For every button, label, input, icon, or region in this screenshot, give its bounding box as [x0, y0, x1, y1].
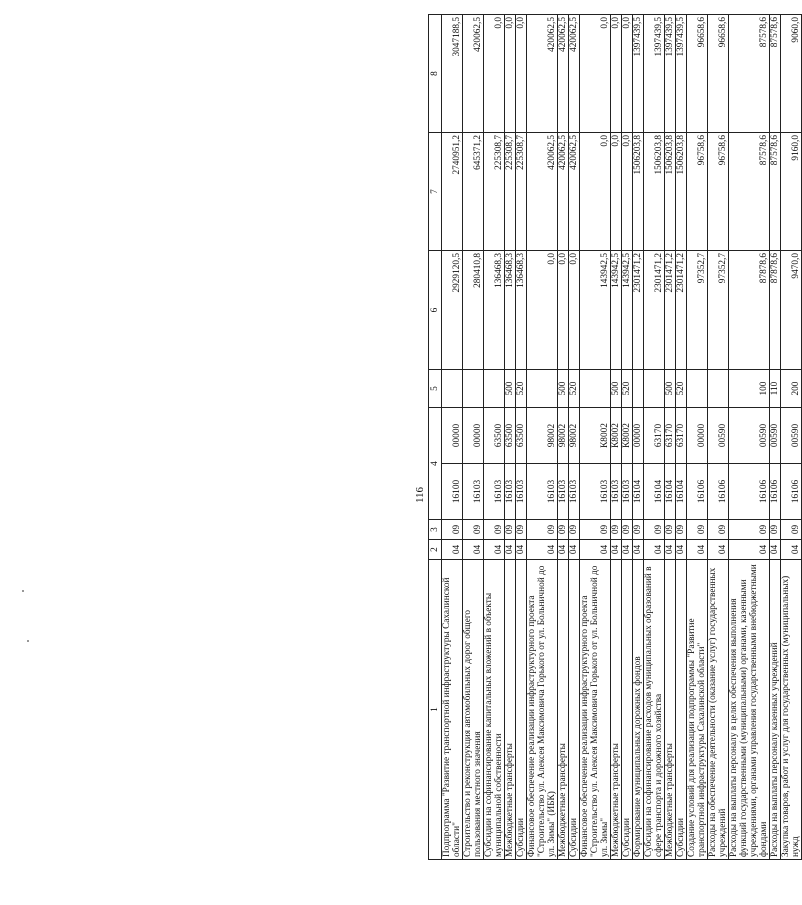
- cell-code: 04: [442, 540, 463, 560]
- cell-program: 16104: [644, 464, 665, 520]
- header-cell: 1: [429, 560, 442, 860]
- cell-value-7: 225308,7: [516, 133, 527, 251]
- scan-speck: [22, 590, 24, 592]
- table-row: [644, 15, 665, 860]
- cell-program: 16103: [611, 464, 622, 520]
- cell-subcode: 09: [781, 520, 802, 540]
- cell-value-8: 1397439,5: [633, 15, 644, 133]
- cell-program: 16103: [527, 464, 558, 520]
- cell-value-6: 2301471,2: [633, 251, 644, 370]
- cell-direction: К8002: [622, 408, 633, 464]
- cell-value-6: 136468,3: [516, 251, 527, 370]
- cell-name: Закупка товаров, работ и услуг для государственных (муниципальных) нужд: [781, 560, 802, 860]
- cell-value-8: 0,0: [484, 15, 505, 133]
- cell-value-8: 0,0: [611, 15, 622, 133]
- cell-type: 500: [558, 370, 569, 408]
- cell-code: 04: [611, 540, 622, 560]
- cell-code: 04: [781, 540, 802, 560]
- table-row: [665, 15, 676, 860]
- cell-type: 500: [665, 370, 676, 408]
- cell-direction: 98002: [558, 408, 569, 464]
- cell-value-6: 2929120,5: [442, 251, 463, 370]
- cell-value-7: 1506203,8: [633, 133, 644, 251]
- cell-value-8: 9060,0: [781, 15, 802, 133]
- cell-code: 04: [505, 540, 516, 560]
- table-row: [687, 15, 708, 860]
- cell-value-7: 1506203,8: [644, 133, 665, 251]
- cell-type: 200: [781, 370, 802, 408]
- cell-program: 16103: [484, 464, 505, 520]
- cell-value-7: 1506203,8: [665, 133, 676, 251]
- page-number: 116: [414, 486, 426, 504]
- cell-value-6: 136468,3: [505, 251, 516, 370]
- cell-value-8: 87578,6: [729, 15, 770, 133]
- header-cell: 3: [429, 520, 442, 540]
- cell-value-6: 136468,3: [484, 251, 505, 370]
- cell-direction: 63170: [665, 408, 676, 464]
- cell-value-6: 2301471,2: [644, 251, 665, 370]
- cell-code: 04: [580, 540, 611, 560]
- cell-value-6: 0,0: [558, 251, 569, 370]
- cell-code: 04: [516, 540, 527, 560]
- cell-type: 520: [676, 370, 687, 408]
- cell-type: 500: [505, 370, 516, 408]
- cell-direction: 00590: [770, 408, 781, 464]
- cell-subcode: 09: [463, 520, 484, 540]
- cell-value-6: 97352,7: [708, 251, 729, 370]
- cell-value-6: 0,0: [569, 251, 580, 370]
- cell-direction: 00590: [781, 408, 802, 464]
- cell-subcode: 09: [527, 520, 558, 540]
- header-row: [429, 15, 442, 860]
- cell-name: Расходы на обеспечение деятельности (оказание услуг) государственных учреждений: [708, 560, 729, 860]
- cell-value-8: 96658,6: [708, 15, 729, 133]
- table-row: [484, 15, 505, 860]
- cell-subcode: 09: [580, 520, 611, 540]
- cell-subcode: 09: [687, 520, 708, 540]
- cell-program: 16106: [687, 464, 708, 520]
- cell-type: 520: [569, 370, 580, 408]
- cell-direction: 98002: [569, 408, 580, 464]
- cell-value-8: 0,0: [505, 15, 516, 133]
- cell-value-6: 143942,5: [611, 251, 622, 370]
- cell-value-6: 87878,6: [729, 251, 770, 370]
- cell-value-6: 2301471,2: [676, 251, 687, 370]
- cell-direction: 00590: [729, 408, 770, 464]
- header-cell: 5: [429, 370, 442, 408]
- cell-name: Межбюджетные трансферты: [505, 560, 516, 860]
- cell-name: Субсидии: [676, 560, 687, 860]
- cell-subcode: 09: [611, 520, 622, 540]
- cell-type: [580, 370, 611, 408]
- cell-code: 04: [463, 540, 484, 560]
- cell-name: Субсидии на софинансирование капитальных вложений в объекты муниципальной собственности: [484, 560, 505, 860]
- cell-value-7: 2740951,2: [442, 133, 463, 251]
- cell-name: Субсидии: [569, 560, 580, 860]
- cell-subcode: 09: [622, 520, 633, 540]
- header-cell: 2: [429, 540, 442, 560]
- cell-program: 16103: [505, 464, 516, 520]
- cell-subcode: 09: [442, 520, 463, 540]
- table-row: [569, 15, 580, 860]
- cell-value-8: 420062,5: [558, 15, 569, 133]
- cell-direction: 00000: [687, 408, 708, 464]
- cell-value-7: 420062,5: [569, 133, 580, 251]
- cell-code: 04: [729, 540, 770, 560]
- cell-type: 100: [729, 370, 770, 408]
- cell-type: [527, 370, 558, 408]
- cell-subcode: 09: [644, 520, 665, 540]
- cell-value-7: 420062,5: [527, 133, 558, 251]
- table-row: [729, 15, 770, 860]
- cell-direction: 00000: [633, 408, 644, 464]
- cell-direction: 63170: [676, 408, 687, 464]
- cell-value-7: 225308,7: [484, 133, 505, 251]
- header-cell: 7: [429, 133, 442, 251]
- cell-name: Формирование муниципальных дорожных фондов: [633, 560, 644, 860]
- cell-name: Субсидии: [516, 560, 527, 860]
- cell-type: [484, 370, 505, 408]
- cell-name: Расходы на выплаты персоналу казенных учреждений: [770, 560, 781, 860]
- cell-type: [708, 370, 729, 408]
- table-row: [781, 15, 802, 860]
- cell-value-7: 0,0: [580, 133, 611, 251]
- cell-value-6: 87878,6: [770, 251, 781, 370]
- cell-code: 04: [687, 540, 708, 560]
- cell-name: Строительство и реконструкция автомобильных дорог общего пользования местного значения: [463, 560, 484, 860]
- cell-value-8: 0,0: [580, 15, 611, 133]
- cell-type: [644, 370, 665, 408]
- cell-value-7: 1506203,8: [676, 133, 687, 251]
- cell-program: 16103: [558, 464, 569, 520]
- cell-program: 16106: [770, 464, 781, 520]
- cell-subcode: 09: [505, 520, 516, 540]
- table-row: [527, 15, 558, 860]
- cell-subcode: 09: [665, 520, 676, 540]
- cell-value-8: 87578,6: [770, 15, 781, 133]
- table-row: [676, 15, 687, 860]
- cell-program: 16103: [463, 464, 484, 520]
- cell-code: 04: [633, 540, 644, 560]
- table-row: [516, 15, 527, 860]
- cell-code: 04: [484, 540, 505, 560]
- cell-value-6: 97352,7: [687, 251, 708, 370]
- cell-subcode: 09: [569, 520, 580, 540]
- cell-subcode: 09: [558, 520, 569, 540]
- cell-type: 520: [516, 370, 527, 408]
- cell-type: [633, 370, 644, 408]
- cell-type: 520: [622, 370, 633, 408]
- cell-code: 04: [558, 540, 569, 560]
- cell-value-7: 87578,6: [770, 133, 781, 251]
- cell-value-8: 1397439,5: [676, 15, 687, 133]
- cell-value-7: 96758,6: [687, 133, 708, 251]
- header-cell: 4: [429, 408, 442, 520]
- cell-program: 16104: [665, 464, 676, 520]
- cell-name: Подпрограмма "Развитие транспортной инфраструктуры Сахалинской области": [442, 560, 463, 860]
- cell-value-6: 2301471,2: [665, 251, 676, 370]
- cell-name: Расходы на выплаты персоналу в целях обеспечения выполнения функций государственными (муниципальными) органами, казенными учреждениями, органами управления государственными внебюджетными фондами: [729, 560, 770, 860]
- cell-value-8: 0,0: [622, 15, 633, 133]
- cell-value-8: 420062,5: [527, 15, 558, 133]
- cell-type: [463, 370, 484, 408]
- header-cell: 8: [429, 15, 442, 133]
- cell-subcode: 09: [729, 520, 770, 540]
- cell-code: 04: [622, 540, 633, 560]
- cell-name: Субсидии на софинансирование расходов муниципальных образований в сфере транспорта и дорожного хозяйства: [644, 560, 665, 860]
- cell-code: 04: [527, 540, 558, 560]
- cell-value-6: 9470,0: [781, 251, 802, 370]
- cell-value-8: 1397439,5: [644, 15, 665, 133]
- cell-program: 16104: [633, 464, 644, 520]
- cell-name: Финансовое обеспечение реализации инфраструктурного проекта "Строительство ул. Алексея Максимовича Горького от ул. Больничной до ул. Зимы" (ИБК): [527, 560, 558, 860]
- cell-direction: 63170: [644, 408, 665, 464]
- cell-program: 16106: [729, 464, 770, 520]
- cell-direction: 00000: [442, 408, 463, 464]
- cell-name: Создание условий для реализации подпрограммы "Развитие транспортной инфраструктуры Сахалинской области": [687, 560, 708, 860]
- cell-name: Финансовое обеспечение реализации инфраструктурного проекта "Строительство ул. Алексея Максимовича Горького от ул. Больничной до ул. Зимы": [580, 560, 611, 860]
- cell-value-8: 0,0: [516, 15, 527, 133]
- cell-program: 16104: [676, 464, 687, 520]
- table-row: [463, 15, 484, 860]
- cell-type: [687, 370, 708, 408]
- cell-subcode: 09: [708, 520, 729, 540]
- cell-program: 16103: [569, 464, 580, 520]
- cell-name: Субсидии: [622, 560, 633, 860]
- cell-type: 500: [611, 370, 622, 408]
- cell-value-7: 96758,6: [708, 133, 729, 251]
- cell-value-8: 1397439,5: [665, 15, 676, 133]
- table-row: [611, 15, 622, 860]
- cell-subcode: 09: [516, 520, 527, 540]
- cell-code: 04: [569, 540, 580, 560]
- cell-program: 16106: [708, 464, 729, 520]
- table-row: [580, 15, 611, 860]
- cell-program: 16103: [580, 464, 611, 520]
- cell-code: 04: [665, 540, 676, 560]
- cell-subcode: 09: [633, 520, 644, 540]
- table-row: [442, 15, 463, 860]
- cell-value-7: 420062,5: [558, 133, 569, 251]
- cell-subcode: 09: [676, 520, 687, 540]
- table-row: [622, 15, 633, 860]
- cell-value-7: 9160,0: [781, 133, 802, 251]
- table-row: [708, 15, 729, 860]
- cell-code: 04: [770, 540, 781, 560]
- cell-direction: 00590: [708, 408, 729, 464]
- cell-value-8: 3047188,5: [442, 15, 463, 133]
- cell-name: Межбюджетные трансферты: [665, 560, 676, 860]
- header-cell: 6: [429, 251, 442, 370]
- cell-program: 16103: [516, 464, 527, 520]
- cell-value-7: 87578,6: [729, 133, 770, 251]
- cell-program: 16103: [622, 464, 633, 520]
- cell-code: 04: [708, 540, 729, 560]
- cell-value-7: 0,0: [622, 133, 633, 251]
- cell-direction: К8002: [580, 408, 611, 464]
- cell-code: 04: [644, 540, 665, 560]
- cell-value-7: 0,0: [611, 133, 622, 251]
- cell-direction: 63500: [484, 408, 505, 464]
- cell-type: [442, 370, 463, 408]
- cell-program: 16106: [781, 464, 802, 520]
- cell-subcode: 09: [484, 520, 505, 540]
- cell-value-8: 420062,5: [569, 15, 580, 133]
- cell-type: 110: [770, 370, 781, 408]
- table-row: [505, 15, 516, 860]
- cell-value-7: 645371,2: [463, 133, 484, 251]
- cell-value-6: 143942,5: [622, 251, 633, 370]
- cell-direction: К8002: [611, 408, 622, 464]
- cell-value-7: 225308,7: [505, 133, 516, 251]
- cell-direction: 63500: [516, 408, 527, 464]
- cell-direction: 63500: [505, 408, 516, 464]
- table-row: [633, 15, 644, 860]
- cell-subcode: 09: [770, 520, 781, 540]
- cell-name: Межбюджетные трансферты: [558, 560, 569, 860]
- table-row: [770, 15, 781, 860]
- cell-program: 16100: [442, 464, 463, 520]
- cell-value-6: 143942,5: [580, 251, 611, 370]
- cell-value-8: 420062,5: [463, 15, 484, 133]
- budget-table: [428, 14, 802, 860]
- cell-name: Межбюджетные трансферты: [611, 560, 622, 860]
- cell-value-8: 96658,6: [687, 15, 708, 133]
- cell-value-6: 0,0: [527, 251, 558, 370]
- cell-direction: 00000: [463, 408, 484, 464]
- cell-value-6: 280410,8: [463, 251, 484, 370]
- cell-direction: 98002: [527, 408, 558, 464]
- scan-speck: [27, 640, 29, 642]
- table-row: [558, 15, 569, 860]
- cell-code: 04: [676, 540, 687, 560]
